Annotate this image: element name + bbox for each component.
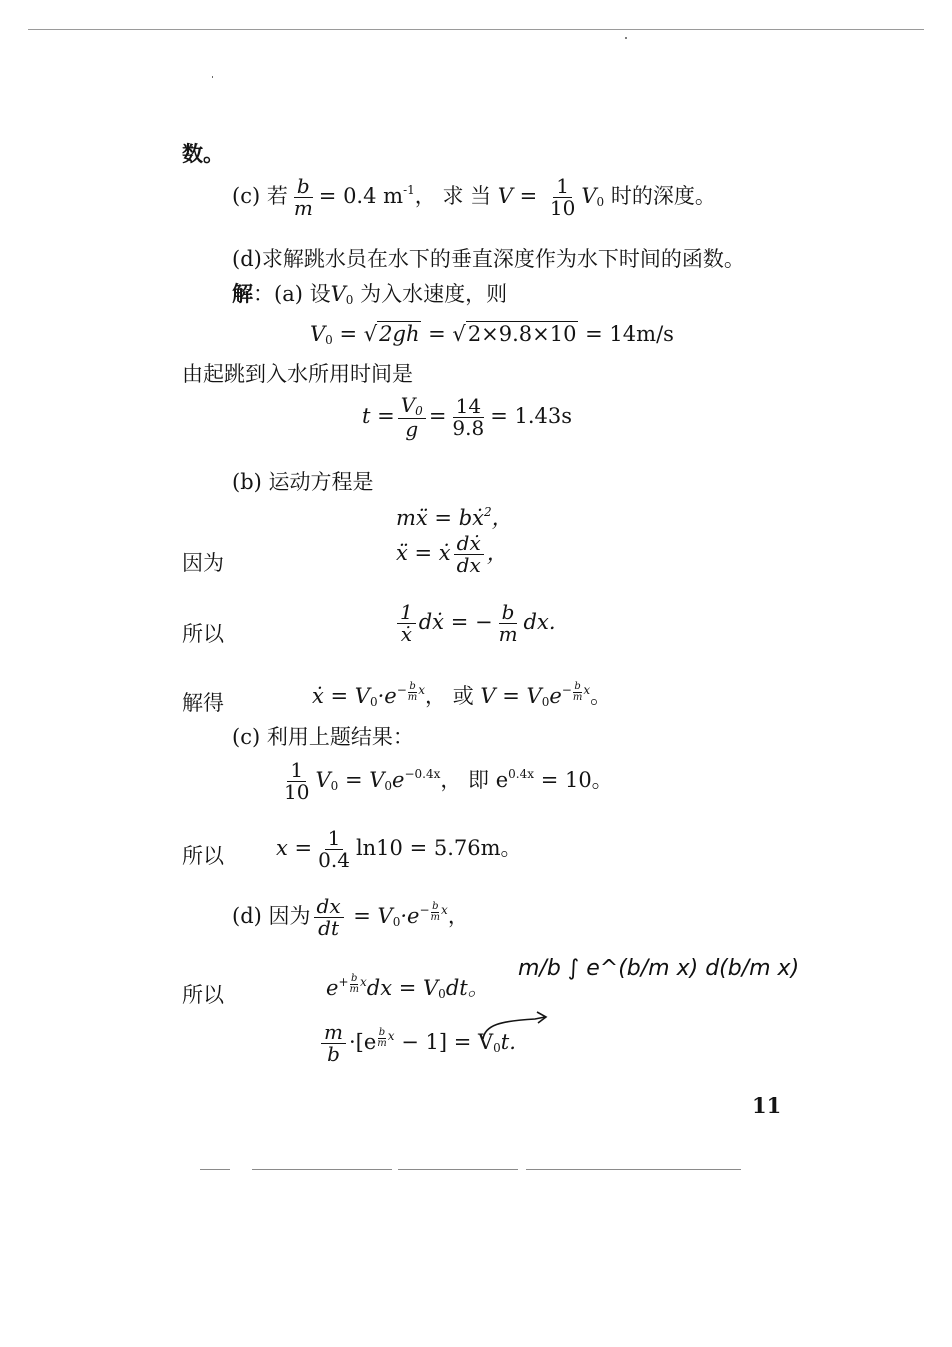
equation-depth-condition: $\frac{1}{10}$ $V_0 = V_0e^{-0.4x}$， 即 $e^{0.4x} = 10$。 bbox=[284, 758, 613, 804]
scan-speck bbox=[625, 37, 627, 39]
solution-c-intro: (c) 利用上题结果： bbox=[232, 725, 414, 749]
question-d: (d)求解跳水员在水下的垂直深度作为水下时间的函数。 bbox=[232, 247, 745, 271]
equation-motion: mẍ = bẋ$^2$， bbox=[396, 505, 513, 530]
time-intro-text: 由起跳到入水所用时间是 bbox=[182, 362, 413, 386]
handwritten-note: m/b ∫ e^(b/m x) d(b/m x) bbox=[518, 956, 800, 981]
fraction-b-over-m: $\frac{b}{m}$ bbox=[293, 174, 313, 220]
scan-artifact-line bbox=[200, 1169, 230, 1170]
top-rule bbox=[28, 29, 924, 30]
question-c: (c) 若 $\frac{b}{m}$ = 0.4 $m^{-1}$， 求 当 V = $\frac{1}{10}$ $V_0$ 时的深度。 bbox=[232, 174, 716, 220]
solution-a-intro: 解：(a) 设$V_0$ 为入水速度，则 bbox=[232, 281, 508, 307]
fraction-one-tenth: $\frac{1}{10}$ bbox=[549, 174, 576, 220]
label-therefore-2: 所以 bbox=[182, 844, 224, 868]
equation-separated-time: e+ $\frac{b}{m}$ $^xdx = V_0dt$。 bbox=[326, 973, 489, 1001]
equation-entry-speed: $V_0 = √2gh = √2\times 9.8\times 10 = 14m/s$ bbox=[310, 322, 674, 347]
label-because: 因为 bbox=[182, 551, 224, 575]
solution-d-intro: (d) 因为 $\frac{dx}{dt}$ = $V_0\cdot e^-$ $\frac{b}{m}$ $^x$， bbox=[232, 894, 469, 940]
equation-depth-result: x = $\frac{1}{0.4}$ ln10 = 5.76m。 bbox=[276, 826, 522, 872]
scan-artifact-line bbox=[252, 1169, 392, 1170]
scan-artifact-line bbox=[398, 1169, 518, 1170]
label-therefore-3: 所以 bbox=[182, 983, 224, 1007]
scan-artifact-line bbox=[526, 1169, 741, 1170]
scan-speck bbox=[212, 76, 213, 78]
label-solution: 解得 bbox=[182, 691, 224, 715]
text-continuation: 数。 bbox=[182, 141, 224, 166]
equation-velocity-solution: ẋ = $V_0\cdot e^-$ $\frac{b}{m}$ $^x$， 或 $V = V_0e^-$ $\frac{b}{m}$ $^x$。 bbox=[312, 681, 612, 709]
equation-integrated: $\frac{m}{b}$ ·[e $\frac{b}{m}$ $^x - 1] = V_0t$. bbox=[318, 1022, 516, 1065]
equation-chain-rule: ẍ = ẋ $\frac{\text{dẋ}}{dx}$ ， bbox=[396, 531, 508, 577]
page-number: 11 bbox=[752, 1093, 782, 1118]
label-therefore: 所以 bbox=[182, 622, 224, 646]
equation-fall-time: t = $\frac{V_0}{g}$ = $\frac{14}{9.8}$ = 1.43s bbox=[362, 393, 573, 441]
solution-b-intro: (b) 运动方程是 bbox=[232, 470, 374, 494]
equation-separated: $\frac{1}{\text{ẋ}}$ dẋ = − $\frac{b}{m}$ dx. bbox=[394, 602, 556, 645]
